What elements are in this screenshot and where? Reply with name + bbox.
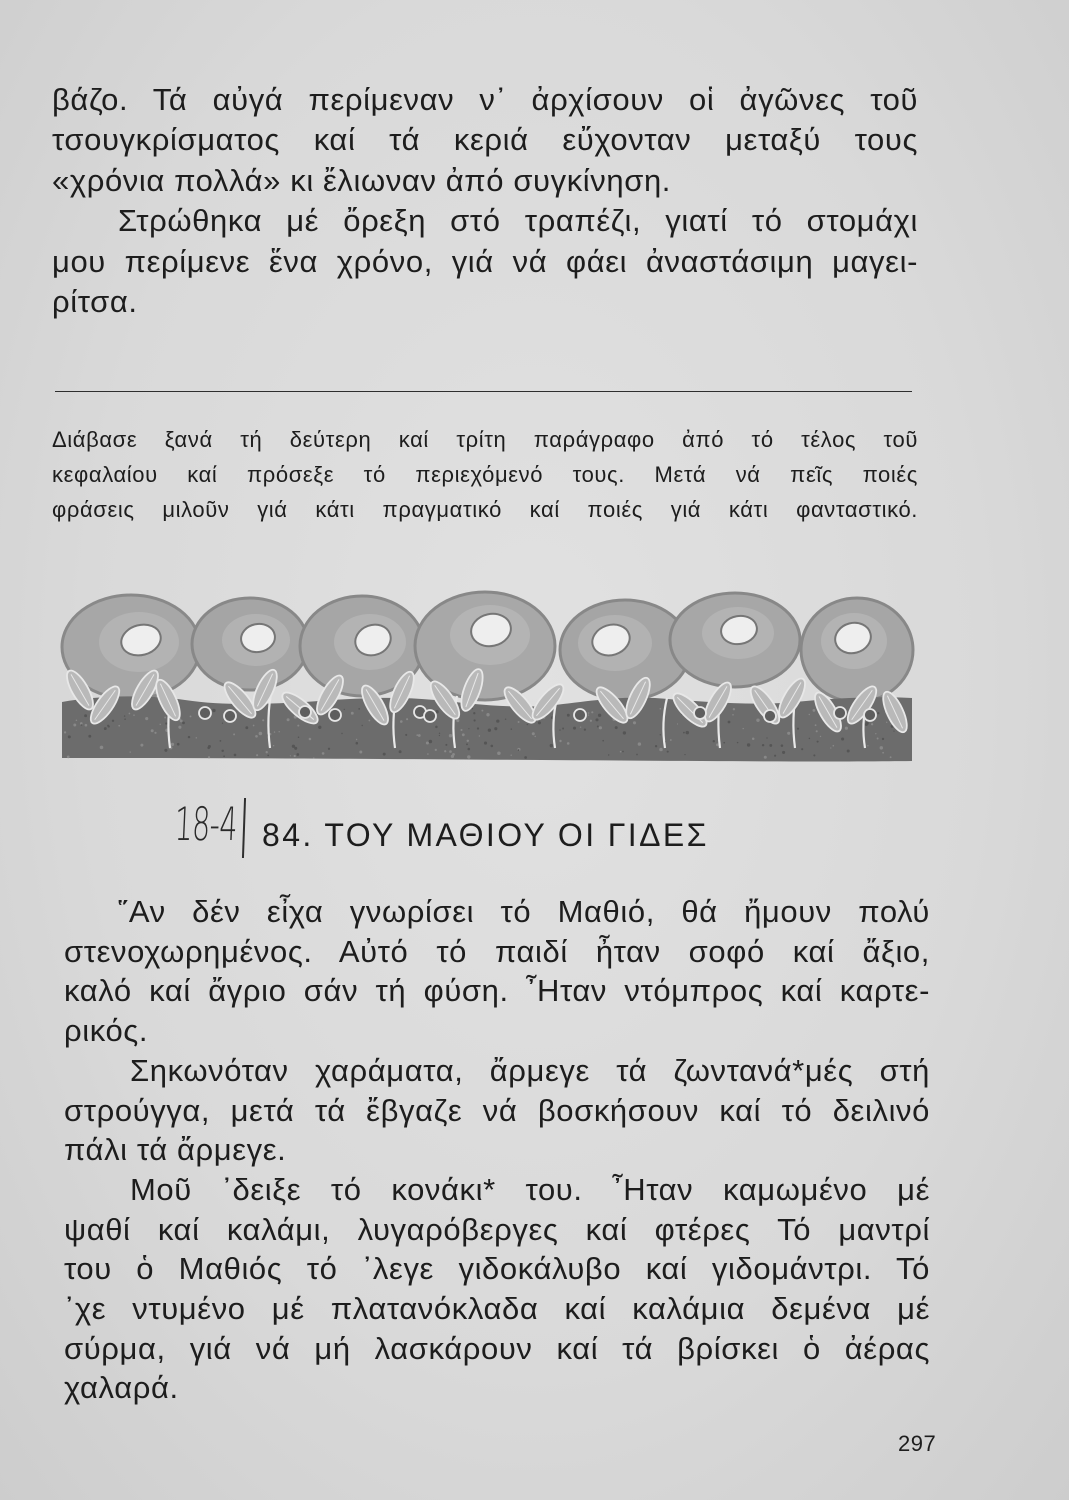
ground-speckle	[356, 742, 359, 745]
ground-speckle	[118, 725, 120, 727]
ground-speckle	[255, 735, 258, 738]
ground-speckle	[809, 738, 811, 740]
ground-speckle	[297, 725, 299, 727]
text-line: ψαθί καί καλάμι, λυγαρόβεργες καί φτέρες Τό μαντρί	[64, 1211, 930, 1247]
ground-speckle	[253, 725, 255, 727]
ground-speckle	[622, 751, 624, 753]
ground-speckle	[484, 742, 487, 745]
ground-speckle	[449, 750, 452, 753]
ground-speckle	[351, 712, 354, 715]
ground-speckle	[68, 735, 71, 738]
ground-speckle	[633, 721, 636, 724]
ground-speckle	[766, 737, 767, 738]
ground-speckle	[358, 708, 360, 710]
ground-speckle	[208, 756, 210, 758]
exercise-instructions	[52, 422, 918, 527]
ground-speckle	[762, 744, 764, 746]
ground-speckle	[435, 726, 438, 729]
ground-speckle	[882, 738, 884, 740]
ground-speckle	[797, 728, 799, 730]
handwritten-annotation: 18-4	[173, 797, 239, 851]
ground-speckle	[274, 731, 275, 732]
ground-speckle	[196, 737, 197, 738]
ground-speckle	[677, 723, 678, 724]
ground-speckle	[877, 738, 879, 740]
ground-speckle	[559, 729, 560, 730]
ground-speckle	[479, 735, 480, 736]
ground-speckle	[580, 727, 581, 728]
ground-speckle	[171, 743, 174, 746]
previous-chapter-ending	[52, 80, 918, 322]
ground-speckle	[620, 751, 622, 753]
ground-speckle	[752, 737, 755, 740]
ground-speckle	[686, 731, 689, 734]
ground-speckle	[623, 731, 626, 734]
ground-speckle	[477, 727, 479, 729]
paragraph	[64, 1051, 930, 1170]
ground-speckle	[133, 714, 135, 716]
ground-speckle	[369, 720, 371, 722]
ground-speckle	[882, 752, 884, 754]
ground-speckle	[867, 745, 868, 746]
ground-speckle	[287, 718, 290, 721]
ground-speckle	[452, 753, 455, 756]
text-line: βάζο. Τά αὐγά περίμεναν ν᾿ ἀρχίσουν οἱ ἀγῶνες τοῦ	[52, 82, 918, 117]
ground-speckle	[278, 731, 279, 732]
ground-speckle	[212, 709, 215, 712]
text-line: στενοχωρημένος. Αὐτό τό παιδί ἦταν σοφό καί ἄξιο,	[64, 933, 930, 969]
ground-speckle	[638, 742, 641, 745]
flower	[801, 598, 913, 702]
ground-speckle	[177, 743, 180, 746]
ground-speckle	[841, 737, 844, 740]
paragraph	[64, 1170, 930, 1408]
ground-speckle	[877, 712, 879, 714]
flower-border-illustration	[55, 580, 920, 770]
ground-speckle	[140, 744, 143, 747]
ground-speckle	[886, 722, 887, 723]
ground-speckle	[100, 746, 104, 750]
bud	[299, 706, 311, 718]
ground-speckle	[383, 753, 386, 756]
paragraph	[64, 892, 930, 1051]
ground-speckle	[845, 727, 848, 730]
ground-speckle	[491, 745, 494, 748]
ground-speckle	[890, 756, 892, 758]
ground-speckle	[400, 720, 403, 723]
flowers	[62, 592, 913, 702]
ground-speckle	[467, 755, 470, 758]
exercise-line: φράσεις μιλοῦν γιά κάτι πραγματικό καί ποιές γιά κάτι φανταστικό.	[52, 497, 918, 522]
ground-speckle	[747, 743, 750, 746]
ground-speckle	[880, 746, 883, 749]
ground-speckle	[602, 740, 604, 742]
ground-speckle	[534, 736, 536, 738]
ground-speckle	[84, 714, 87, 717]
text-line: μου περίμενε ἕνα χρόνο, γιά νά φάει ἀναστάσιμη μαγει-	[52, 243, 918, 279]
ground-speckle	[660, 708, 662, 710]
ground-speckle	[743, 728, 744, 729]
ground-speckle	[497, 751, 501, 755]
ground-speckle	[88, 735, 91, 738]
ground-speckle	[518, 749, 520, 751]
text-line: «χρόνια πολλά» κι ἔλιωναν ἀπό συγκίνηση.	[52, 162, 672, 198]
ground-speckle	[597, 726, 599, 728]
ground-speckle	[322, 752, 325, 755]
ground-speckle	[294, 747, 297, 750]
handwritten-stroke	[242, 798, 246, 858]
ground-speckle	[713, 740, 715, 742]
ground-speckle	[615, 726, 618, 729]
ground-speckle	[801, 748, 803, 750]
ground-speckle	[655, 745, 657, 747]
text-line: Στρώθηκα μέ ὄρεξη στό τραπέζι, γιατί τό στομάχι	[118, 203, 918, 239]
ground-speckle	[399, 750, 402, 753]
ground-speckle	[782, 751, 785, 754]
ground-speckle	[129, 713, 131, 715]
ground-speckle	[608, 754, 609, 755]
ground-speckle	[460, 729, 462, 731]
ground-speckle	[188, 736, 190, 738]
ground-speckle	[298, 737, 300, 739]
ground-speckle	[527, 724, 529, 726]
ground-speckle	[599, 726, 602, 729]
ground-speckle	[865, 723, 868, 726]
ground-speckle	[234, 754, 237, 757]
ground-speckle	[190, 715, 192, 717]
ground-speckle	[405, 734, 407, 736]
ground-speckle	[159, 724, 160, 725]
ground-speckle	[85, 724, 88, 727]
ground-speckle	[165, 722, 167, 724]
ground-speckle	[456, 719, 459, 722]
ground-speckle	[178, 726, 181, 729]
ground-speckle	[145, 717, 148, 720]
ground-speckle	[294, 755, 296, 757]
ground-speckle	[659, 748, 663, 752]
ground-speckle	[462, 733, 465, 736]
ground-speckle	[426, 741, 429, 744]
ground-speckle	[356, 739, 357, 740]
ground-speckle	[774, 755, 776, 757]
ground-speckle	[636, 754, 638, 756]
ground-speckle	[494, 727, 497, 730]
ground-speckle	[362, 725, 363, 726]
text-line: ρίτσα.	[52, 284, 138, 320]
ground-speckle	[737, 742, 738, 743]
ground-speckle	[871, 723, 873, 725]
ground-speckle	[732, 714, 734, 716]
ground-speckle	[208, 745, 211, 748]
ground-speckle	[787, 732, 790, 735]
ground-speckle	[223, 755, 225, 757]
ground-speckle	[813, 709, 816, 712]
chapter-body	[64, 892, 930, 1408]
text-line: τσουγκρίσματος καί τά κεριά εὔχονταν μεταξύ τους	[52, 122, 918, 158]
ground-speckle	[445, 744, 447, 746]
text-line: ρικός.	[64, 1013, 149, 1049]
ground-speckle	[505, 718, 506, 719]
ground-speckle	[427, 753, 429, 755]
text-line: ᾿χε ντυμένο μέ πλατανόκλαδα καί καλάμια δεμένα μέ	[64, 1291, 930, 1327]
ground-speckle	[154, 732, 156, 734]
ground-speckle	[559, 740, 561, 742]
bud	[199, 707, 211, 719]
ground-speckle	[256, 754, 258, 756]
ground-speckle	[496, 719, 499, 722]
bud	[764, 710, 776, 722]
ground-speckle	[164, 749, 167, 752]
ground-speckle	[328, 748, 330, 750]
bud	[224, 710, 236, 722]
ground-speckle	[591, 711, 593, 713]
ground-speckle	[444, 750, 446, 752]
ground-speckle	[259, 732, 263, 736]
ground-speckle	[781, 744, 784, 747]
ground-speckle	[511, 728, 512, 729]
ground-speckle	[684, 754, 685, 755]
bud	[424, 710, 436, 722]
ground-speckle	[418, 734, 421, 737]
ground-speckle	[341, 733, 342, 734]
bud	[694, 707, 706, 719]
ground-speckle	[683, 732, 685, 734]
ground-speckle	[124, 718, 126, 720]
ground-speckle	[222, 723, 223, 724]
ground-speckle	[660, 734, 661, 735]
ground-speckle	[151, 729, 154, 732]
ground-speckle	[809, 714, 810, 715]
ground-speckle	[723, 742, 725, 744]
ground-speckle	[468, 748, 471, 751]
ground-speckle	[667, 751, 669, 753]
ground-speckle	[309, 738, 312, 741]
ground-speckle	[273, 745, 274, 746]
ground-speckle	[359, 751, 362, 754]
ground-speckle	[164, 717, 166, 719]
ground-speckle	[733, 708, 735, 710]
ground-speckle	[567, 742, 570, 745]
ground-speckle	[538, 721, 541, 724]
ground-speckle	[670, 739, 672, 741]
text-line: χαλαρά.	[64, 1370, 179, 1406]
ground-speckle	[830, 747, 831, 748]
ground-speckle	[439, 733, 440, 734]
ground-speckle	[486, 713, 489, 716]
ground-speckle	[875, 733, 876, 734]
text-line: του ὁ Μαθιός τό ᾿λεγε γιδοκάλυβο καί γιδομάντρι. Τό	[64, 1251, 930, 1287]
ground-speckle	[245, 726, 248, 729]
ground-speckle	[488, 729, 491, 732]
bud	[574, 709, 586, 721]
ground-speckle	[510, 754, 511, 755]
ground-speckle	[266, 751, 268, 753]
flower	[192, 598, 308, 690]
ground-speckle	[64, 731, 66, 733]
ground-speckle	[813, 754, 815, 756]
ground-speckle	[468, 728, 469, 729]
ground-speckle	[474, 719, 476, 721]
ground-speckle	[567, 714, 570, 717]
ground-speckle	[595, 718, 598, 721]
ground-speckle	[76, 720, 78, 722]
divider-rule	[55, 391, 912, 392]
chapter-title: 84. ΤΟΥ ΜΑΘΙΟΥ ΟΙ ΓΙΔΕΣ	[262, 817, 709, 853]
ground-speckle	[182, 722, 185, 725]
ground-speckle	[104, 727, 107, 730]
ground-speckle	[296, 753, 299, 756]
ground-speckle	[220, 740, 222, 742]
ground-speckle	[267, 755, 269, 757]
ground-speckle	[598, 714, 601, 717]
ground-speckle	[406, 718, 408, 720]
text-line: Μοῦ ᾿δειξε τό κονάκι* του. ῏Ηταν καμωμένο μέ	[130, 1171, 930, 1207]
text-line: πάλι τά ἄρμεγε.	[64, 1132, 287, 1168]
ground-speckle	[466, 743, 468, 745]
ground-speckle	[429, 740, 433, 744]
text-line: στρούγγα, μετά τά ἔβγαζε νά βοσκήσουν καί τό δειλινό	[64, 1092, 930, 1128]
text-line: σύρμα, γιά νά μή λασκάρουν καί τά βρίσκει ὁ ἀέρας	[64, 1330, 930, 1366]
bud	[834, 707, 846, 719]
ground-speckle	[130, 751, 131, 752]
ground-speckle	[590, 720, 592, 722]
ground-speckle	[769, 744, 772, 747]
ground-speckle	[562, 728, 564, 730]
text-line: καλό καί ἄγριο σάν τή φύση. ῏Ηταν ντόμπρος καί καρτε-	[64, 973, 930, 1009]
ground-speckle	[67, 756, 70, 759]
text-line: ῞Αν δέν εἶχα γνωρίσει τό Μαθιό, θά ἤμουν πολύ	[118, 894, 930, 929]
ground-speckle	[449, 734, 452, 737]
ground-speckle	[728, 721, 731, 724]
ground-speckle	[588, 712, 589, 713]
ground-speckle	[550, 744, 553, 747]
ground-speckle	[588, 714, 589, 715]
ground-speckle	[180, 719, 183, 722]
ground-speckle	[81, 724, 83, 726]
ground-speckle	[756, 718, 759, 721]
exercise-line: κεφαλαίου καί πρόσεξε τό περιεχόμενό τους. Μετά νά πεῖς ποιές	[52, 462, 918, 487]
ground-speckle	[233, 733, 235, 735]
ground-speckle	[532, 732, 535, 735]
ground-speckle	[344, 709, 345, 710]
ground-speckle	[847, 750, 850, 753]
ground-speckle	[473, 712, 475, 714]
flower	[670, 593, 800, 687]
page-number: 297	[898, 1431, 937, 1456]
ground-speckle	[416, 734, 418, 736]
exercise-line: Διάβασε ξανά τή δεύτερη καί τρίτη παράγραφο ἀπό τό τέλος τοῦ	[52, 427, 918, 452]
ground-speckle	[481, 710, 483, 712]
ground-speckle	[439, 735, 440, 736]
ground-speckle	[893, 730, 894, 731]
ground-speckle	[820, 736, 821, 737]
ground-speckle	[107, 725, 109, 727]
ground-speckle	[518, 721, 520, 723]
ground-speckle	[524, 756, 527, 759]
ground-speckle	[833, 745, 835, 747]
ground-speckle	[221, 750, 223, 752]
ground-speckle	[318, 726, 321, 729]
ground-speckle	[467, 740, 469, 742]
ground-speckle	[262, 719, 264, 721]
ground-speckle	[764, 756, 767, 759]
ground-speckle	[817, 741, 819, 743]
ground-speckle	[124, 715, 125, 716]
ground-speckle	[815, 724, 817, 726]
ground-speckle	[573, 727, 576, 730]
ground-speckle	[584, 728, 586, 730]
ground-speckle	[73, 724, 76, 727]
bud	[864, 709, 876, 721]
ground-speckle	[290, 755, 291, 756]
ground-speckle	[313, 757, 314, 758]
ground-speckle	[112, 720, 114, 722]
ground-speckle	[816, 730, 818, 732]
text-line: Σηκωνόταν χαράματα, ἄρμεγε τά ζωντανά*μές στή	[130, 1052, 930, 1088]
bud	[329, 709, 341, 721]
ground-speckle	[435, 749, 437, 751]
